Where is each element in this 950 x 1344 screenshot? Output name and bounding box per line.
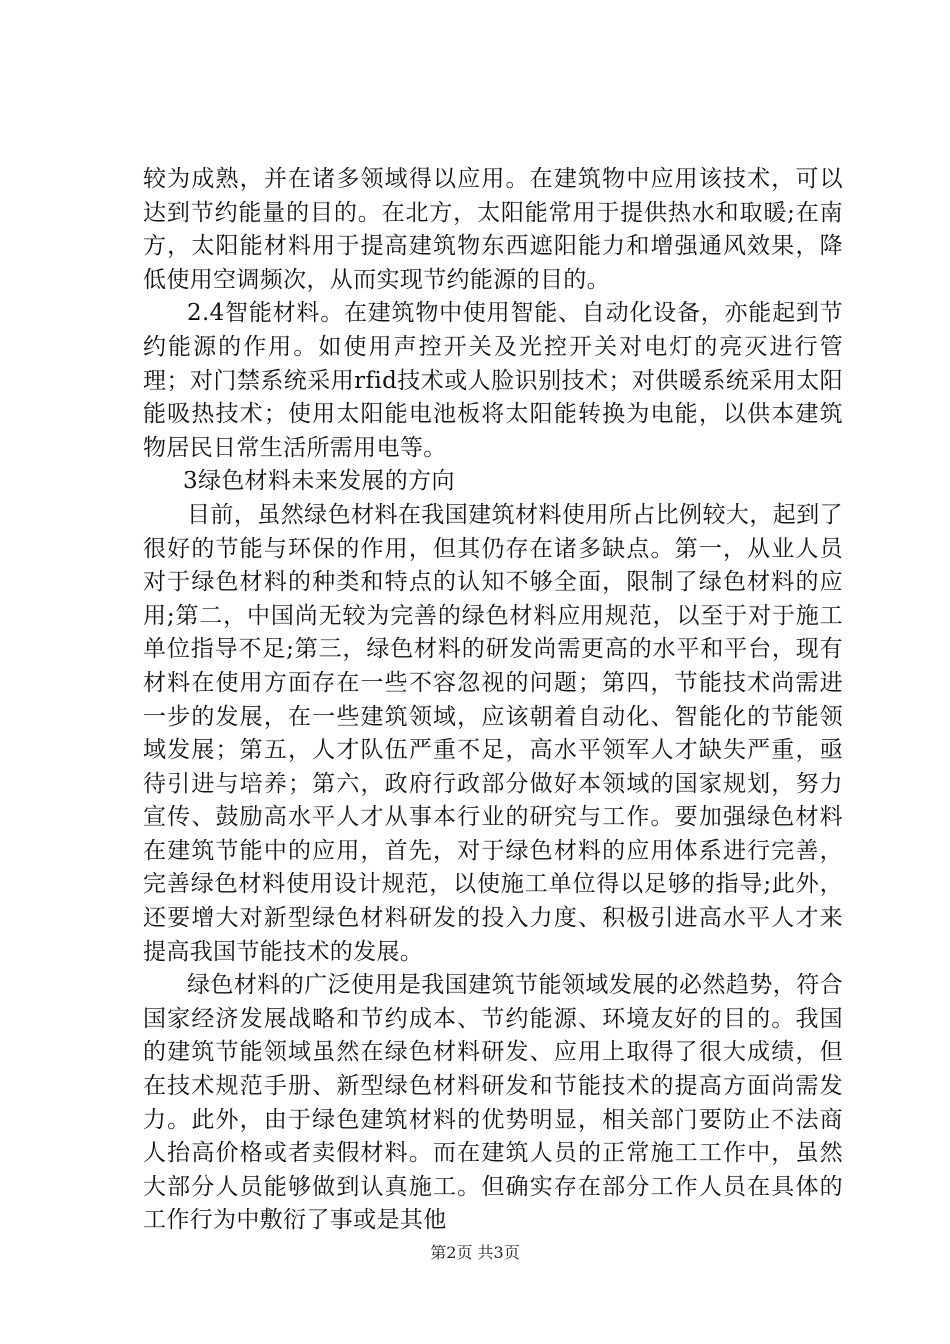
document-body — [143, 163, 843, 1238]
paragraph-smart-materials: 2.4智能材料。在建筑物中使用智能、自动化设备，亦能起到节约能源的作用。如使用声控开关及光控开关对电灯的亮灭进行管理；对门禁系统采用rfid技术或人脸识别技术；对供暖系统采用太阳能吸热技术；使用太阳能电池板将太阳能转换为电能，以供本建筑物居民日常生活所需用电等。 — [143, 300, 843, 461]
paragraph-current-shortcomings: 目前，虽然绿色材料在我国建筑材料使用所占比例较大，起到了很好的节能与环保的作用，但其仍存在诸多缺点。第一，从业人员对于绿色材料的种类和特点的认知不够全面，限制了绿色材料的应用;第二，中国尚无较为完善的绿色材料应用规范，以至于对于施工单位指导不足;第三，绿色材料的研发尚需更高的水平和平台，现有材料在使用方面存在一些不容忽视的问题；第四，节能技术尚需进一步的发展，在一些建筑领域，应该朝着自动化、智能化的节能领域发展；第五，人才队伍严重不足，高水平领军人才缺失严重，亟待引进与培养；第六，政府行政部分做好本领域的国家规划，努力宣传、鼓励高水平人才从事本行业的研究与工作。要加强绿色材料在建筑节能中的应用，首先，对于绿色材料的应用体系进行完善，完善绿色材料使用设计规范，以使施工单位得以足够的指导;此外，还要增大对新型绿色材料研发的投入力度、积极引进高水平人才来提高我国节能技术的发展。 — [143, 501, 843, 965]
paragraph-conclusion: 绿色材料的广泛使用是我国建筑节能领域发展的必然趋势，符合国家经济发展战略和节约成本、节约能源、环境友好的目的。我国的建筑节能领域虽然在绿色材料研发、应用上取得了很大成绩，但在技术规范手册、新型绿色材料研发和节能技术的提高方面尚需发力。此外，由于绿色建筑材料的优势明显，相关部门要防止不法商人抬高价格或者卖假材料。而在建筑人员的正常施工工作中，虽然大部分人员能够做到认真施工。但确实存在部分工作人员在具体的工作行为中敷衍了事或是其他 — [143, 972, 843, 1234]
paragraph-solar-energy: 较为成熟，并在诸多领域得以应用。在建筑物中应用该技术，可以达到节约能量的目的。在北方，太阳能常用于提供热水和取暖;在南方，太阳能材料用于提高建筑物东西遮阳能力和增强通风效果，降低使用空调频次，从而实现节约能源的目的。 — [143, 166, 843, 293]
page-number-footer: 第2页 共3页 — [430, 1243, 520, 1262]
section-heading-future-direction: 3绿色材料未来发展的方向 — [183, 468, 455, 495]
